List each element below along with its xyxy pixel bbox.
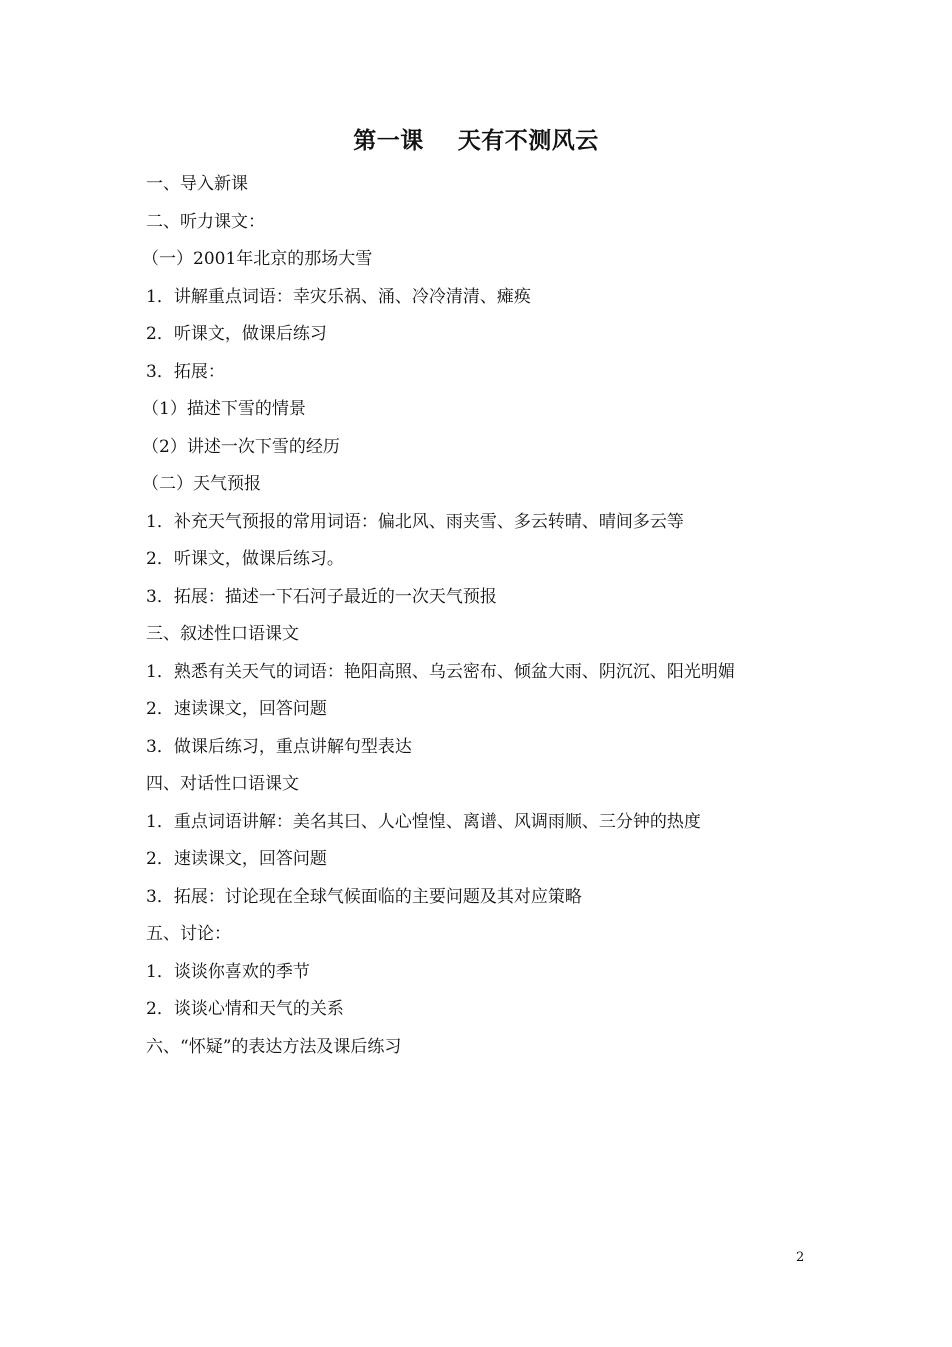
lesson-title: 第一课 天有不测风云: [353, 127, 599, 154]
outline-line-22: 1．谈谈你喜欢的季节: [146, 961, 310, 982]
outline-line-17: 四、对话性口语课文: [146, 774, 299, 794]
outline-line-1: 一、导入新课: [146, 174, 248, 194]
outline-line-13: 三、叙述性口语课文: [146, 624, 299, 644]
outline-line-11: 2．听课文，做课后练习。: [146, 549, 344, 569]
outline-line-9: （二）天气预报: [142, 474, 261, 494]
outline-line-3: （一）2001年北京的那场大雪: [142, 249, 373, 269]
outline-line-15: 2．速读课文，回答问题: [146, 699, 327, 719]
outline-line-23: 2．谈谈心情和天气的关系: [146, 999, 344, 1019]
outline-line-21: 五、讨论：: [146, 924, 231, 944]
outline-line-16: 3．做课后练习，重点讲解句型表达: [146, 736, 412, 757]
outline-line-14: 1．熟悉有关天气的词语：艳阳高照、乌云密布、倾盆大雨、阴沉沉、阳光明媚: [146, 661, 735, 682]
outline-line-10: 1．补充天气预报的常用词语：偏北风、雨夹雪、多云转晴、晴间多云等: [146, 511, 684, 532]
outline-line-18: 1．重点词语讲解：美名其曰、人心惶惶、离谱、风调雨顺、三分钟的热度: [146, 811, 701, 832]
outline-line-8: （2）讲述一次下雪的经历: [142, 436, 340, 457]
outline-line-7: （1）描述下雪的情景: [142, 399, 306, 419]
outline-line-5: 2．听课文，做课后练习: [146, 324, 327, 344]
outline-line-19: 2．速读课文，回答问题: [146, 849, 327, 869]
outline-line-12: 3．拓展：描述一下石河子最近的一次天气预报: [146, 586, 497, 607]
page-number: 2: [796, 1250, 805, 1265]
outline-line-4: 1．讲解重点词语：幸灾乐祸、涌、冷冷清清、瘫痪: [146, 286, 531, 307]
outline-line-2: 二、听力课文：: [146, 211, 265, 232]
outline-line-24: 六、“怀疑”的表达方法及课后练习: [146, 1036, 402, 1057]
outline-line-20: 3．拓展：讨论现在全球气候面临的主要问题及其对应策略: [146, 886, 582, 907]
lesson-outline: [142, 171, 846, 1071]
outline-line-6: 3．拓展：: [146, 361, 225, 382]
